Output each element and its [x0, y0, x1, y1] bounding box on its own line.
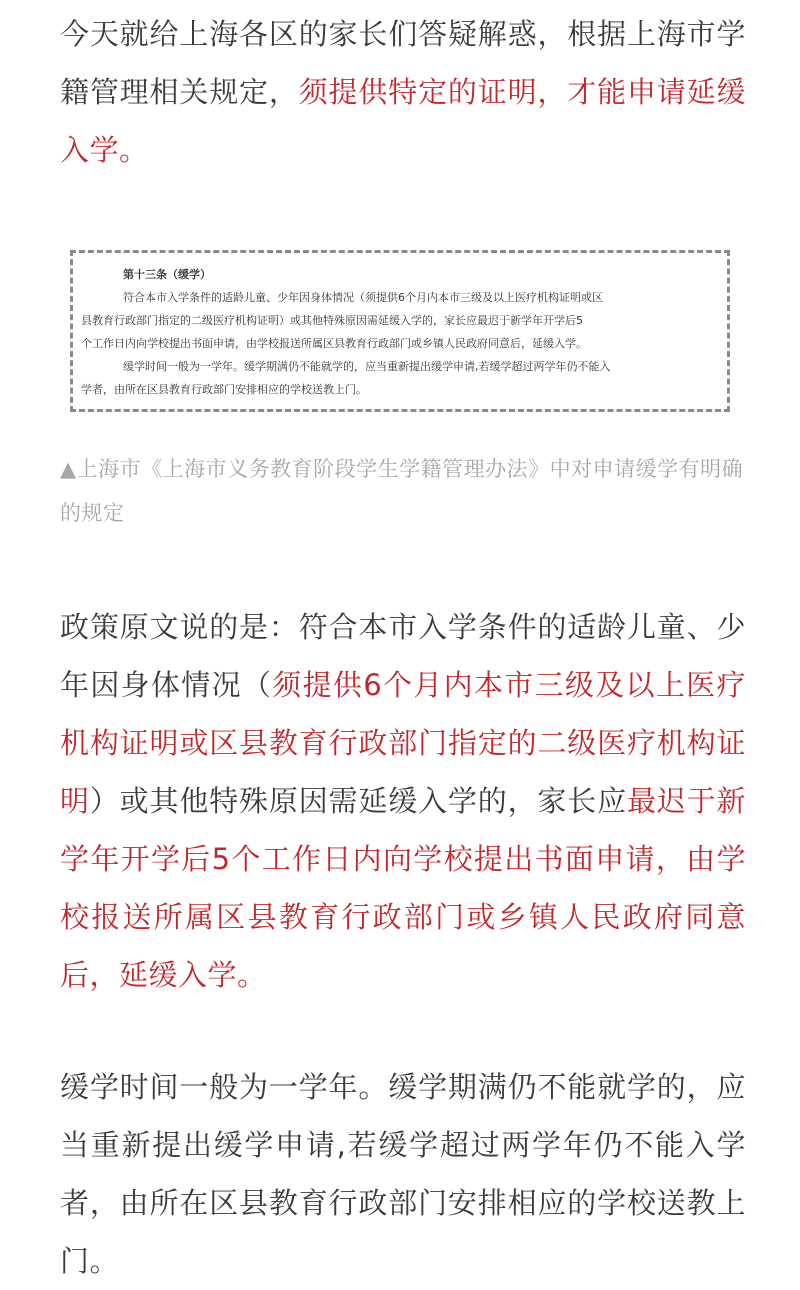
- regulation-line: 县教育行政部门指定的二级医疗机构证明）或其他特殊原因需延缓入学的，家长应最迟于新学年开学后5: [81, 314, 583, 327]
- regulation-line: 缓学时间一般为一学年。缓学期满仍不能就学的，应当重新提出缓学申请,若缓学超过两学年仍不能入: [123, 360, 611, 373]
- policy-highlight: 最迟于新学年开学后5个工作日内向学校提出书面申请，由学校报送所属区县教育行政部门或乡镇人民政府同意后，延缓入学。: [60, 784, 746, 992]
- policy-text: 政策原文说的是：符合本市入学条件的适龄儿童、少年因身体情况（: [60, 610, 746, 702]
- regulation-line: 符合本市入学条件的适龄儿童、少年因身体情况（须提供6个月内本市三级及以上医疗机构证明或区: [123, 291, 603, 304]
- policy-text: ）或其他特殊原因需延缓入学的，家长应: [89, 784, 627, 818]
- regulation-title: 第十三条（缓学）: [123, 268, 211, 281]
- regulation-excerpt-image: [70, 250, 730, 412]
- closing-paragraph: 缓学时间一般为一学年。缓学期满仍不能就学的，应当重新提出缓学申请,若缓学超过两学年仍不能入学者，由所在区县教育行政部门安排相应的学校送教上门。: [60, 1070, 746, 1278]
- policy-highlight: 须提供6个月内本市三级及以上医疗机构证明或区县教育行政部门指定的二级医疗机构证明: [60, 668, 746, 818]
- intro-text: 今天就给上海各区的家长们答疑解惑，根据上海市学籍管理相关规定，: [60, 17, 746, 109]
- policy-paragraph: [60, 598, 746, 1004]
- intro-highlight: 须提供特定的证明，才能申请延缓入学。: [60, 75, 746, 167]
- intro-paragraph: [60, 5, 746, 179]
- regulation-line: 个工作日内向学校提出书面申请，由学校报送所属区县教育行政部门或乡镇人民政府同意后，延缓入学。: [81, 337, 587, 350]
- image-caption: ▲上海市《上海市义务教育阶段学生学籍管理办法》中对申请缓学有明确的规定: [60, 457, 744, 525]
- regulation-line: 学者，由所在区县教育行政部门安排相应的学校送教上门。: [81, 383, 367, 396]
